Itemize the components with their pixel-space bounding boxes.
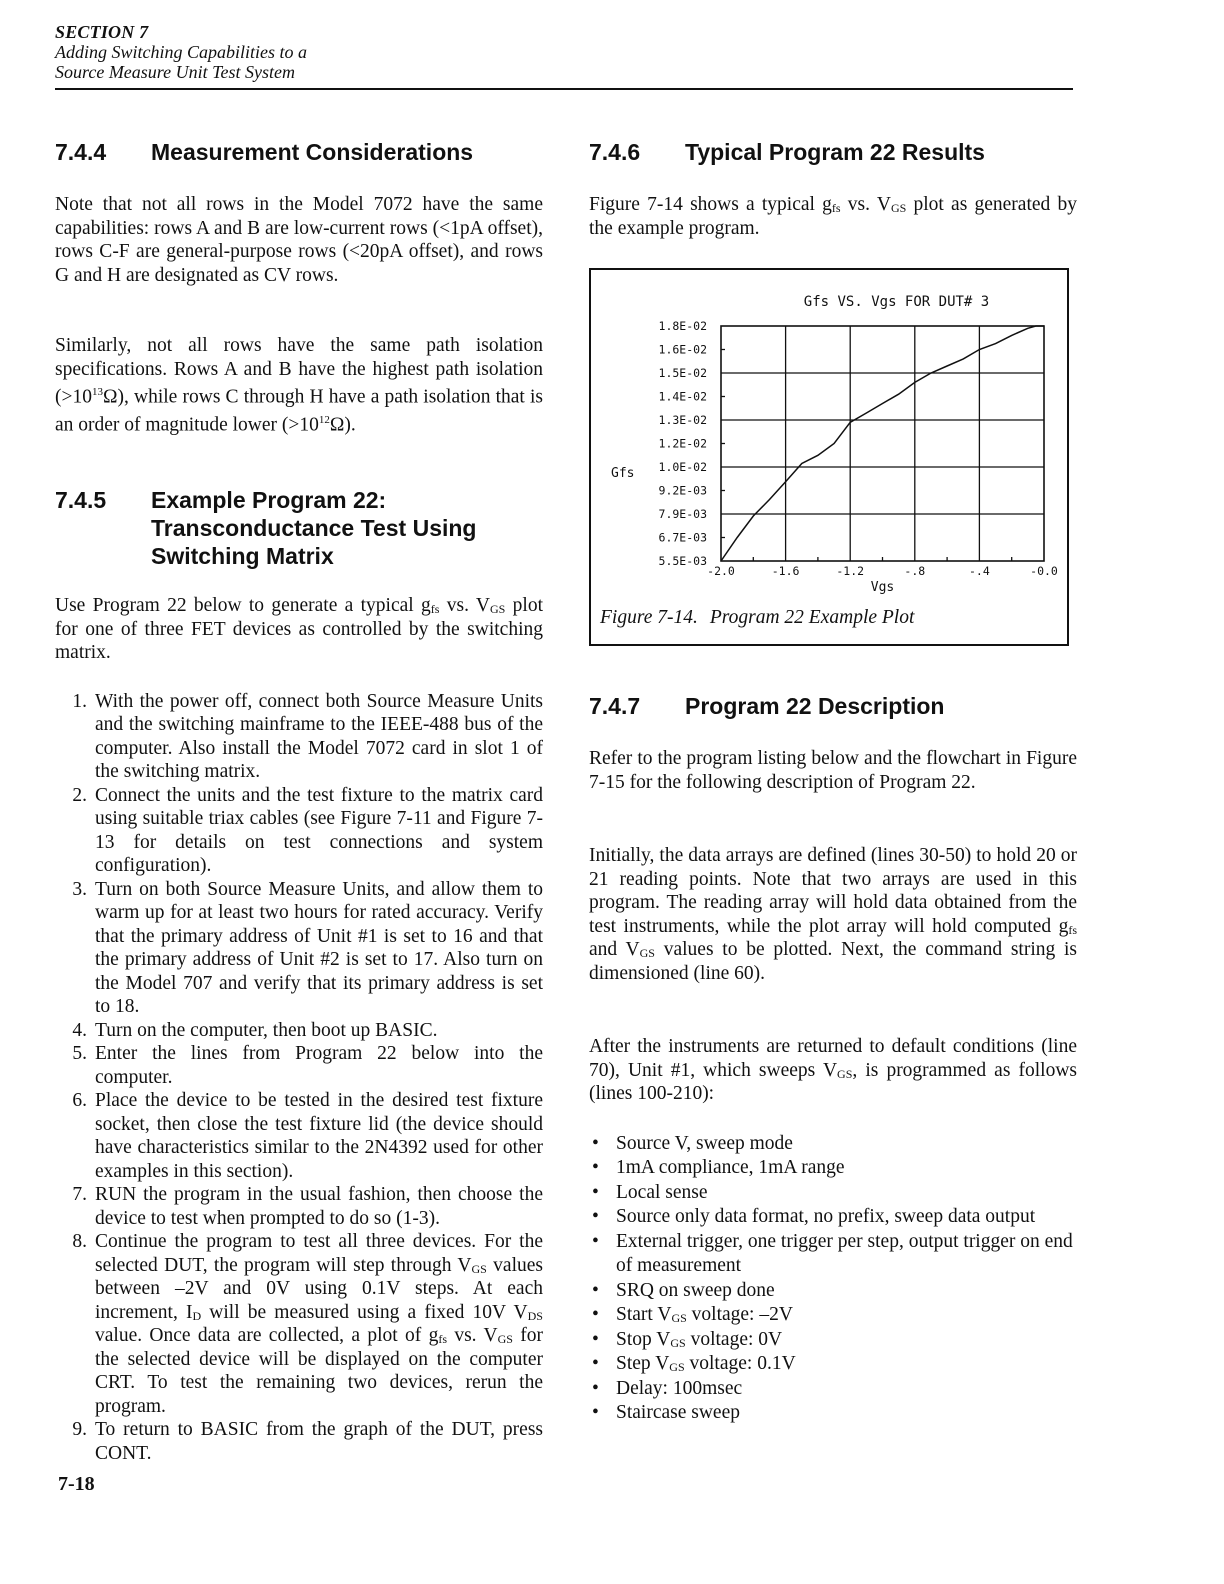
heading-7-4-5 bbox=[55, 486, 543, 570]
bullet-icon: • bbox=[592, 1377, 599, 1399]
bullet-text: Start $V_{GS}$ voltage: –2V bbox=[616, 1304, 793, 1325]
bullet-text: Source only data format, no prefix, sweep data output bbox=[616, 1206, 1036, 1227]
step-number: 1. bbox=[72, 690, 87, 712]
bullet-text: Local sense bbox=[616, 1181, 708, 1203]
bullet-icon: • bbox=[592, 1328, 599, 1350]
paragraph-results: Figure 7-14 shows a typical $g_{fs}$ vs. $V_{GS}$ plot as generated by the example program. bbox=[589, 194, 1077, 239]
plot-frame bbox=[721, 326, 1044, 561]
list-item bbox=[589, 1352, 1077, 1377]
paragraph-path-isolation: Similarly, not all rows have the same path isolation specifications. Rows A and B have the highest path isolation $(>10^{13}\Omega)$, while rows C through H have a path isolation that is an order of magnitude lower $(>10^{12}\Omega)$. bbox=[55, 335, 543, 436]
heading-7-4-6 bbox=[589, 138, 1077, 166]
bullet-icon: • bbox=[592, 1402, 599, 1423]
paragraph-unit1-programming: After the instruments are returned to default conditions (line 70), Unit #1, which sweeps $V_{GS}$, is programmed as follows (lines 100-210): bbox=[589, 1036, 1077, 1104]
paragraph-data-arrays: Initially, the data arrays are defined (lines 30-50) to hold 20 or 21 reading points. Note that two arrays are used in this program. The reading array will hold data obtained from the test instruments, while the plot array will hold computed $g_{fs}$ and $V_{GS}$ values to be plotted. Next, the command string is dimensioned (line 60). bbox=[589, 845, 1077, 984]
step-number: 5. bbox=[72, 1043, 87, 1064]
bullet-text: SRQ on sweep done bbox=[616, 1279, 775, 1301]
bullet-icon: • bbox=[592, 1132, 599, 1154]
section-title: Program 22 Description bbox=[685, 693, 945, 719]
list-item bbox=[589, 1205, 1077, 1230]
bullet-icon: • bbox=[592, 1353, 599, 1374]
bullet-text: Source V, sweep mode bbox=[616, 1132, 793, 1154]
x-tick-label: -1.6 bbox=[771, 564, 800, 578]
right-column-lower bbox=[589, 692, 1077, 1426]
bullet-text: Staircase sweep bbox=[616, 1402, 740, 1423]
list-item bbox=[55, 690, 543, 784]
step-text: To return to BASIC from the graph of the DUT, press CONT. bbox=[95, 1419, 543, 1464]
step-number: 2. bbox=[72, 784, 87, 806]
list-item bbox=[55, 784, 543, 878]
step-text: Turn on both Source Measure Units, and allow them to warm up for at least two hours for rated accuracy. Verify that the primary address of Unit #1 is set to 16 and that the primary address of Unit #2 is set to 17. Also turn on the Model 707 and verify that its primary address is set to 18. bbox=[95, 878, 543, 1017]
y-tick-label: 1.0E-02 bbox=[658, 460, 707, 474]
bullet-text: Step $V_{GS}$ voltage: 0.1V bbox=[616, 1353, 796, 1374]
y-tick-label: 6.7E-03 bbox=[658, 530, 707, 545]
y-tick-label: 1.4E-02 bbox=[658, 389, 707, 404]
x-tick-label: -.4 bbox=[969, 564, 990, 578]
x-tick-label: -0.0 bbox=[1030, 564, 1058, 578]
running-header bbox=[55, 22, 307, 82]
section-label: SECTION 7 bbox=[55, 22, 149, 42]
step-text: RUN the program in the usual fashion, then choose the device to test when prompted to do so (1-3). bbox=[95, 1184, 543, 1229]
section-title: Measurement Considerations bbox=[151, 139, 474, 165]
list-item bbox=[55, 1089, 543, 1183]
x-tick-label: -.8 bbox=[904, 564, 926, 578]
list-item bbox=[589, 1230, 1077, 1279]
bullet-icon: • bbox=[592, 1206, 599, 1227]
header-title-line-1: Adding Switching Capabilities to a bbox=[55, 42, 307, 62]
right-column bbox=[589, 138, 1077, 240]
step-number: 4. bbox=[72, 1019, 87, 1041]
step-text: Enter the lines from Program 22 below into the computer. bbox=[95, 1043, 543, 1088]
bullet-icon: • bbox=[592, 1157, 599, 1178]
paragraph-refer-listing: Refer to the program listing below and the flowchart in Figure 7-15 for the following description of Program 22. bbox=[589, 748, 1077, 793]
step-number: 7. bbox=[72, 1184, 87, 1205]
list-item bbox=[55, 878, 543, 1019]
header-title-line-2: Source Measure Unit Test System bbox=[55, 62, 295, 82]
bullet-text: External trigger, one trigger per step, output trigger on end of measurement bbox=[616, 1230, 1073, 1276]
list-item bbox=[55, 1019, 543, 1043]
paragraph-program-intro: Use Program 22 below to generate a typical $g_{fs}$ vs. $V_{GS}$ plot for one of three FET devices as controlled by the switching matrix. bbox=[55, 595, 543, 663]
section-number: 7.4.5 bbox=[55, 487, 107, 513]
step-number: 9. bbox=[72, 1419, 87, 1440]
list-item bbox=[589, 1401, 1077, 1426]
heading-7-4-7 bbox=[589, 692, 1077, 720]
list-item bbox=[55, 1042, 543, 1089]
paragraph-row-capabilities: Note that not all rows in the Model 7072 have the same capabilities: rows A and B are low-current rows (<1pA offset), rows C-F are general-purpose rows (<20pA offset), and rows G and H are designated as CV rows. bbox=[55, 194, 543, 286]
bullet-icon: • bbox=[592, 1181, 599, 1203]
left-column bbox=[55, 138, 543, 1465]
x-axis-label: Vgs bbox=[870, 580, 895, 595]
list-item bbox=[589, 1156, 1077, 1181]
y-tick-label: 5.5E-03 bbox=[658, 554, 707, 568]
step-text: Connect the units and the test fixture to the matrix card using suitable triax cables (see Figure 7-11 and Figure 7-13 for details on test connections and system configuration). bbox=[95, 784, 543, 876]
y-tick-label: 1.5E-02 bbox=[658, 366, 707, 380]
step-number: 6. bbox=[72, 1090, 87, 1111]
section-number: 7.4.6 bbox=[589, 139, 641, 165]
bullet-icon: • bbox=[592, 1304, 599, 1325]
bullet-text: 1mA compliance, 1mA range bbox=[616, 1157, 845, 1178]
y-tick-label: 1.2E-02 bbox=[658, 436, 707, 451]
gfs-curve bbox=[721, 326, 1044, 561]
bullet-text: Stop $V_{GS}$ voltage: 0V bbox=[616, 1328, 783, 1350]
y-tick-label: 1.6E-02 bbox=[658, 342, 707, 357]
header-rule bbox=[55, 88, 1073, 90]
page-number: 7-18 bbox=[58, 1473, 95, 1495]
list-item bbox=[589, 1181, 1077, 1206]
step-text: With the power off, connect both Source Measure Units and the switching mainframe to the IEEE-488 bus of the computer. Also install the Model 7072 card in slot 1 of the switching matrix. bbox=[95, 690, 543, 782]
section-title: Example Program 22: Transconductance Test Using Switching Matrix bbox=[151, 487, 477, 569]
procedure-steps bbox=[55, 690, 543, 1466]
section-number: 7.4.4 bbox=[55, 139, 107, 165]
y-tick-label: 1.8E-02 bbox=[658, 319, 707, 333]
bullet-text: Delay: 100msec bbox=[616, 1377, 743, 1399]
step-text: Turn on the computer, then boot up BASIC. bbox=[95, 1019, 438, 1041]
list-item bbox=[589, 1132, 1077, 1157]
chart-title: Gfs VS. Vgs FOR DUT# 3 bbox=[803, 294, 990, 310]
list-item bbox=[55, 1230, 543, 1418]
list-item bbox=[589, 1303, 1077, 1328]
y-tick-label: 7.9E-03 bbox=[658, 507, 707, 521]
list-item bbox=[589, 1328, 1077, 1353]
bullet-icon: • bbox=[592, 1230, 599, 1252]
x-tick-label: -2.0 bbox=[707, 564, 735, 578]
list-item bbox=[55, 1418, 543, 1465]
bullet-icon: • bbox=[592, 1279, 599, 1301]
list-item bbox=[589, 1279, 1077, 1304]
gfs-vs-vgs-chart bbox=[591, 270, 1067, 600]
list-item bbox=[55, 1183, 543, 1230]
section-title: Typical Program 22 Results bbox=[685, 139, 985, 165]
y-axis-label: Gfs bbox=[611, 465, 635, 481]
heading-7-4-4 bbox=[55, 138, 543, 166]
figure-7-14 bbox=[589, 268, 1069, 646]
step-number: 3. bbox=[72, 878, 87, 900]
y-tick-label: 1.3E-02 bbox=[658, 413, 707, 427]
unit1-settings-list bbox=[589, 1132, 1077, 1426]
section-number: 7.4.7 bbox=[589, 693, 641, 719]
figure-caption: Figure 7-14. Program 22 Example Plot bbox=[600, 607, 915, 628]
step-text: Place the device to be tested in the desired test fixture socket, then close the test fixture lid (the device should have characteristics similar to the 2N4392 used for other examples in this section). bbox=[95, 1090, 543, 1182]
y-tick-label: 9.2E-03 bbox=[658, 483, 707, 498]
step-number: 8. bbox=[72, 1231, 87, 1252]
list-item bbox=[589, 1377, 1077, 1402]
step-text: Continue the program to test all three devices. For the selected DUT, the program will step through $V_{GS}$ values between –2V and 0V using 0.1V steps. At each increment, $I_D$ will be measured using a fixed 10V $V_{DS}$ value. Once data are collected, a plot of $g_{fs}$ vs. $V_{GS}$ for the selected device will be displayed on the computer CRT. To test the remaining two devices, rerun the program. bbox=[95, 1231, 543, 1417]
x-tick-label: -1.2 bbox=[836, 564, 865, 578]
